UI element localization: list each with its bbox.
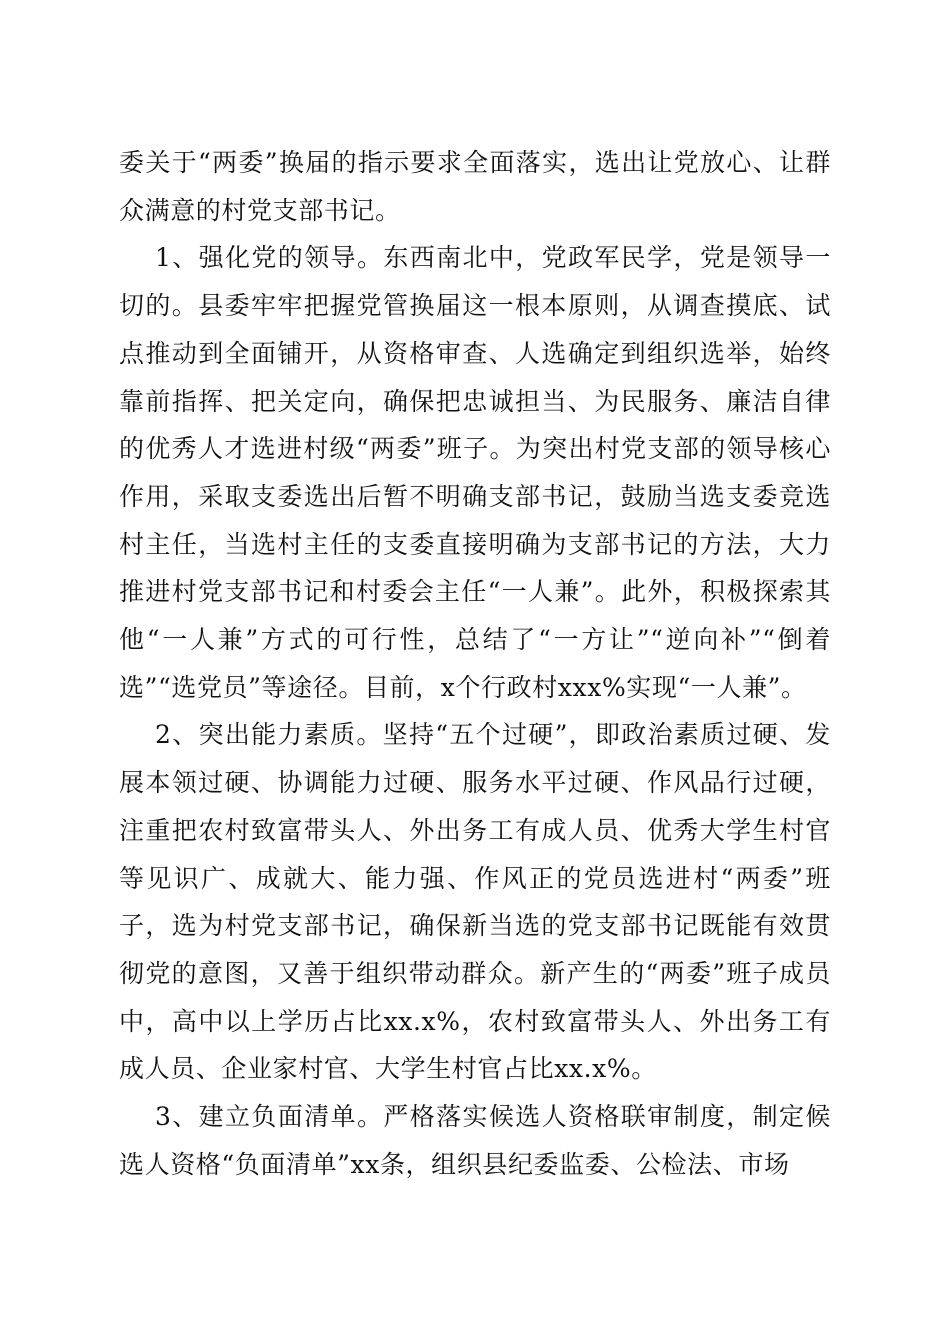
paragraph-negative-list: 3、建立负面清单。严格落实候选人资格联审制度，制定候选人资格“负面清单”xx条，组织县纪委监委、公检法、市场 bbox=[119, 1102, 831, 1179]
paragraph-strengthen-party-leadership: 1、强化党的领导。东西南北中，党政军民学，党是领导一切的。县委牢牢把握党管换届这一根本原则，从调查摸底、试点推动到全面铺开，从资格审查、人选确定到组织选举，始终靠前指挥、把关定向，确保把忠诚担当、为民服务、廉洁自律的优秀人才选进村级“两委”班子。为突出村党支部的领导核心作用，采取支委选出后暂不明确支部书记，鼓励当选支委竞选村主任，当选村主任的支委直接明确为支部书记的方法，大力推进村党支部书记和村委会主任“一人兼”。此外，积极探索其他“一人兼”方式的可行性，总结了“一方让”“逆向补”“倒着选”“选党员”等途径。目前，x个行政村xxx%实现“一人兼”。 bbox=[119, 243, 831, 702]
paragraph-highlight-ability: 2、突出能力素质。坚持“五个过硬”，即政治素质过硬、发展本领过硬、协调能力过硬、服务水平过硬、作风品行过硬，注重把农村致富带头人、外出务工有成人员、优秀大学生村官等见识广、成就大、能力强、作风正的党员选进村“两委”班子，选为村党支部书记，确保新当选的党支部书记既能有效贯彻党的意图，又善于组织带动群众。新产生的“两委”班子成员中，高中以上学历占比xx.x%，农村致富带头人、外出务工有成人员、企业家村官、大学生村官占比xx.x%。 bbox=[119, 720, 831, 1084]
paragraph-continuation: 委关于“两委”换届的指示要求全面落实，选出让党放心、让群众满意的村党支部书记。 bbox=[119, 148, 831, 225]
document-body bbox=[119, 139, 831, 1188]
